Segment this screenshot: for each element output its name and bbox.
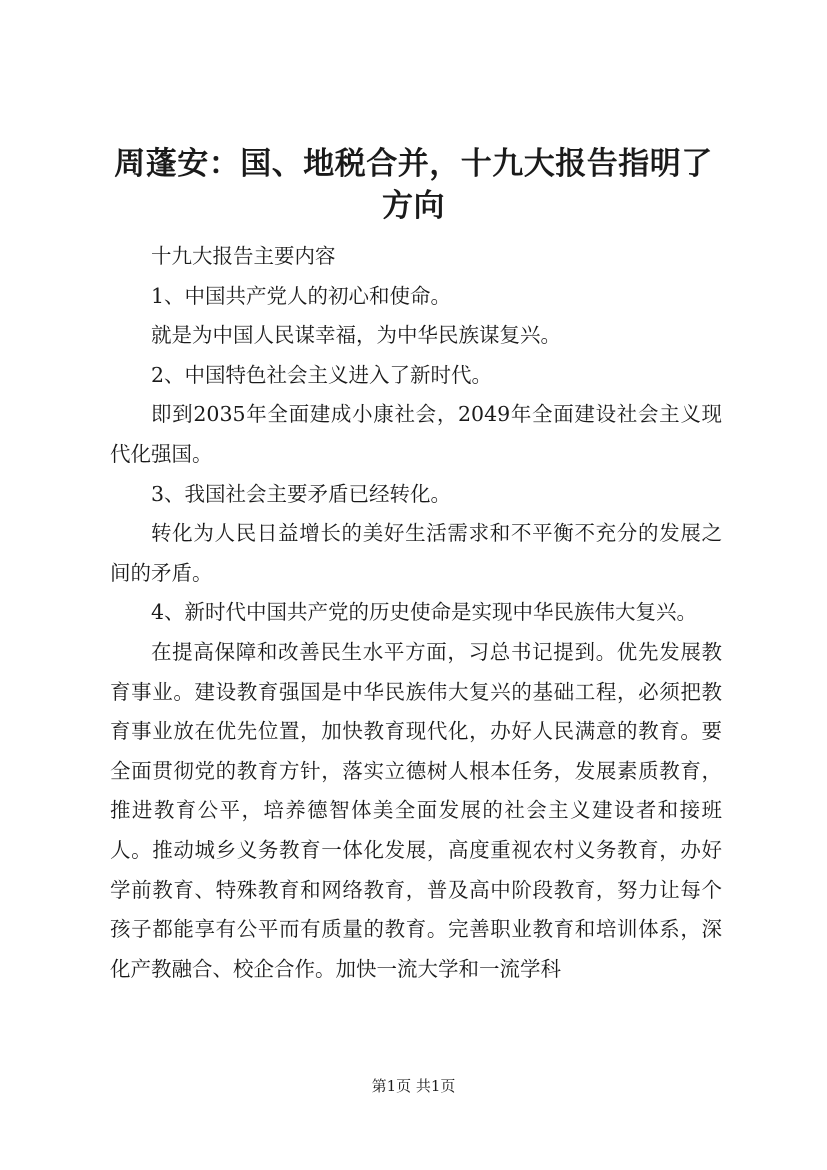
paragraph-item-4: 4、新时代中国共产党的历史使命是实现中华民族伟大复兴。 <box>151 600 698 625</box>
document-title: 周蓬安：国、地税合并，十九大报告指明了方向 <box>114 146 713 224</box>
paragraph: 转化为人民日益增长的美好生活需求和不平衡不充分的发展之间的矛盾。 <box>110 521 722 585</box>
paragraph-item-3: 3、我国社会主要矛盾已经转化。 <box>151 481 452 506</box>
page-number: 第1页 共1页 <box>371 1077 456 1095</box>
paragraph: 就是为中国人民谋幸福，为中华民族谋复兴。 <box>151 323 561 348</box>
paragraph: 在提高保障和改善民生水平方面，习总书记提到。优先发展教育事业。建设教育强国是中华民族伟大复兴的基础工程，必须把教育事业放在优先位置，加快教育现代化，办好人民满意的教育。要全面贯彻党的教育方针，落实立德树人根本任务，发展素质教育，推进教育公平，培养德智体美全面发展的社会主义建设者和接班人。推动城乡义务教育一体化发展，高度重视农村义务教育，办好学前教育、特殊教育和网络教育，普及高中阶段教育，努力让每个孩子都能享有公平而有质量的教育。完善职业教育和培训体系，深化产教融合、校企合作。加快一流大学和一流学科 <box>110 639 722 981</box>
paragraph-heading: 十九大报告主要内容 <box>151 244 336 268</box>
document-body <box>110 237 722 989</box>
paragraph: 即到2035年全面建成小康社会，2049年全面建设社会主义现代化强国。 <box>110 402 722 466</box>
paragraph-item-2: 2、中国特色社会主义进入了新时代。 <box>151 362 493 387</box>
paragraph-item-1: 1、中国共产党人的初心和使命。 <box>151 283 452 308</box>
